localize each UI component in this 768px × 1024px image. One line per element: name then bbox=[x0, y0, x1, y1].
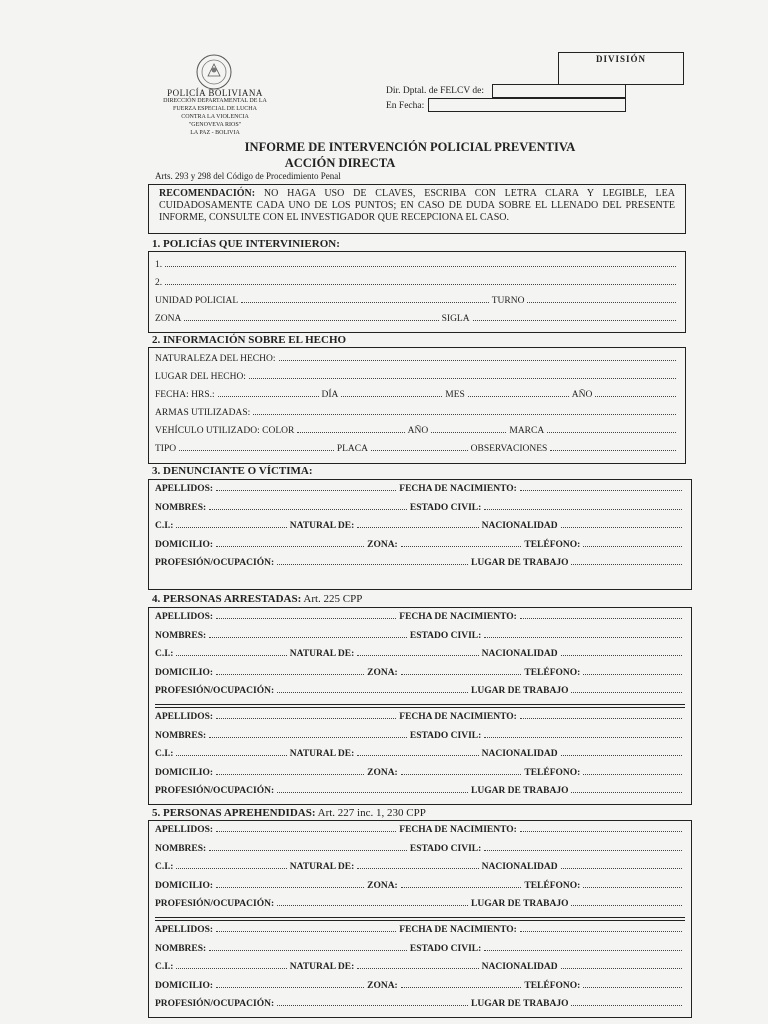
apellidos-label: APELLIDOS: bbox=[155, 925, 214, 935]
ci-label: C.I.: bbox=[155, 521, 174, 531]
person-row-nombres[interactable] bbox=[155, 731, 685, 741]
org-line-5: "GENOVEVA RIOS" bbox=[188, 122, 242, 128]
person-row-apellidos[interactable] bbox=[155, 612, 685, 622]
person-row-profesion[interactable] bbox=[155, 999, 685, 1009]
person-row-ci[interactable] bbox=[155, 521, 685, 531]
sigla-label: SIGLA bbox=[441, 314, 470, 324]
recommendation-box bbox=[148, 184, 686, 234]
section4-title-text: 4. PERSONAS ARRESTADAS: bbox=[152, 593, 302, 605]
telefono-label: TELÉFONO: bbox=[524, 767, 581, 778]
person-row-domicilio[interactable] bbox=[155, 668, 685, 678]
person-row-domicilio[interactable] bbox=[155, 768, 685, 778]
zona-label: ZONA: bbox=[367, 767, 398, 778]
org-line-2: DIRECCIÓN DEPARTAMENTAL DE LA bbox=[163, 98, 267, 104]
recommendation-text: NO HAGA USO DE CLAVES, ESCRIBA CON LETRA CLARA Y LEGIBLE, LEA CUIDADOSAMENTE CADA UNO DE LOS PUNTOS; EN CASO DE DUDA SOBRE EL LLENADO DEL PRESENTE INFORME, CONSULTE CON EL INVESTIGADOR QUE RECEPCIONA EL CASO. bbox=[159, 188, 675, 223]
section4-separator bbox=[155, 704, 685, 705]
fecha-nac-label: FECHA DE NACIMIENTO: bbox=[399, 612, 517, 622]
fecha-nac-label: FECHA DE NACIMIENTO: bbox=[399, 712, 517, 722]
domicilio-label: DOMICILIO: bbox=[155, 980, 214, 991]
apellidos-label: APELLIDOS: bbox=[155, 712, 214, 722]
section4-box bbox=[148, 607, 692, 805]
person-row-domicilio[interactable] bbox=[155, 881, 685, 891]
vehiculo-row[interactable] bbox=[155, 426, 679, 436]
police-1-row[interactable] bbox=[155, 260, 679, 270]
fecha-input[interactable] bbox=[428, 98, 626, 112]
domicilio-label: DOMICILIO: bbox=[155, 667, 214, 678]
section5-separator bbox=[155, 917, 685, 918]
mes-label: MES bbox=[445, 390, 465, 400]
person-row-apellidos[interactable] bbox=[155, 825, 685, 835]
recommendation-label: RECOMENDACIÓN: bbox=[159, 188, 256, 199]
nombres-label: NOMBRES: bbox=[155, 843, 207, 854]
lugar-trabajo-label: LUGAR DE TRABAJO bbox=[471, 558, 569, 568]
person-row-ci[interactable] bbox=[155, 749, 685, 759]
natural-label: NATURAL DE: bbox=[289, 649, 355, 659]
person-row-profesion[interactable] bbox=[155, 899, 685, 909]
lugar-trabajo-label: LUGAR DE TRABAJO bbox=[471, 999, 569, 1009]
nacionalidad-label: NACIONALIDAD bbox=[481, 649, 558, 659]
placa-label: PLACA bbox=[336, 444, 368, 454]
observaciones-label: OBSERVACIONES bbox=[470, 444, 548, 454]
section5-separator-2 bbox=[155, 920, 685, 921]
ci-label: C.I.: bbox=[155, 649, 174, 659]
person-row-domicilio[interactable] bbox=[155, 540, 685, 550]
section1-box bbox=[148, 251, 686, 333]
unidad-label: UNIDAD POLICIAL bbox=[155, 296, 239, 306]
person-row-domicilio[interactable] bbox=[155, 981, 685, 991]
person-row-nombres[interactable] bbox=[155, 844, 685, 854]
profesion-label: PROFESIÓN/OCUPACIÓN: bbox=[155, 899, 275, 909]
section5-art: Art. 227 inc. 1, 230 CPP bbox=[315, 807, 426, 819]
lugar-label: LUGAR DEL HECHO: bbox=[155, 372, 246, 382]
anio-label: AÑO bbox=[571, 390, 593, 400]
section5-title-text: 5. PERSONAS APREHENDIDAS: bbox=[152, 807, 316, 819]
estado-civil-label: ESTADO CIVIL: bbox=[409, 843, 482, 854]
fecha-row[interactable] bbox=[155, 390, 679, 400]
fecha-label: En Fecha: bbox=[386, 101, 425, 111]
nombres-label: NOMBRES: bbox=[155, 730, 207, 741]
dir-label: Dir. Dptal. de FELCV de: bbox=[386, 86, 484, 96]
fecha-hrs-label: FECHA: HRS.: bbox=[155, 390, 215, 400]
telefono-label: TELÉFONO: bbox=[524, 880, 581, 891]
person-row-profesion[interactable] bbox=[155, 686, 685, 696]
natural-label: NATURAL DE: bbox=[289, 962, 355, 972]
lugar-trabajo-label: LUGAR DE TRABAJO bbox=[471, 686, 569, 696]
person-row-profesion[interactable] bbox=[155, 786, 685, 796]
org-line-4: CONTRA LA VIOLENCIA bbox=[181, 114, 249, 120]
police-2-row[interactable] bbox=[155, 278, 679, 288]
person-row-profesion[interactable] bbox=[155, 558, 685, 568]
zona-label: ZONA: bbox=[367, 667, 398, 678]
domicilio-label: DOMICILIO: bbox=[155, 539, 214, 550]
estado-civil-label: ESTADO CIVIL: bbox=[409, 943, 482, 954]
zona-row[interactable] bbox=[155, 314, 679, 324]
natural-label: NATURAL DE: bbox=[289, 521, 355, 531]
section3-box bbox=[148, 479, 692, 590]
org-line-1: POLICÍA BOLIVIANA bbox=[167, 88, 263, 98]
person-row-apellidos[interactable] bbox=[155, 484, 685, 494]
nacionalidad-label: NACIONALIDAD bbox=[481, 521, 558, 531]
section5-title bbox=[152, 807, 426, 819]
lugar-trabajo-label: LUGAR DE TRABAJO bbox=[471, 899, 569, 909]
form-subtitle: ACCIÓN DIRECTA bbox=[284, 156, 396, 170]
unidad-row[interactable] bbox=[155, 296, 679, 306]
section2-box bbox=[148, 347, 686, 464]
telefono-label: TELÉFONO: bbox=[524, 667, 581, 678]
police-seal-icon bbox=[192, 52, 236, 92]
dir-input[interactable] bbox=[492, 84, 626, 98]
person-row-apellidos[interactable] bbox=[155, 925, 685, 935]
nacionalidad-label: NACIONALIDAD bbox=[481, 749, 558, 759]
police-1-num: 1. bbox=[155, 260, 163, 270]
fecha-nac-label: FECHA DE NACIMIENTO: bbox=[399, 484, 517, 494]
profesion-label: PROFESIÓN/OCUPACIÓN: bbox=[155, 786, 275, 796]
lugar-trabajo-label: LUGAR DE TRABAJO bbox=[471, 786, 569, 796]
nombres-label: NOMBRES: bbox=[155, 943, 207, 954]
ci-label: C.I.: bbox=[155, 962, 174, 972]
nacionalidad-label: NACIONALIDAD bbox=[481, 862, 558, 872]
legal-articles: Arts. 293 y 298 del Código de Procedimiento Penal bbox=[155, 171, 341, 181]
tipo-row[interactable] bbox=[155, 444, 679, 454]
armas-row[interactable] bbox=[155, 408, 679, 418]
section4-separator-2 bbox=[155, 707, 685, 708]
section4-art: Art. 225 CPP bbox=[301, 593, 363, 605]
zona-label: ZONA bbox=[155, 314, 182, 324]
natural-label: NATURAL DE: bbox=[289, 862, 355, 872]
estado-civil-label: ESTADO CIVIL: bbox=[409, 502, 482, 513]
naturaleza-row[interactable] bbox=[155, 354, 679, 364]
estado-civil-label: ESTADO CIVIL: bbox=[409, 730, 482, 741]
nacionalidad-label: NACIONALIDAD bbox=[481, 962, 558, 972]
apellidos-label: APELLIDOS: bbox=[155, 484, 214, 494]
natural-label: NATURAL DE: bbox=[289, 749, 355, 759]
telefono-label: TELÉFONO: bbox=[524, 980, 581, 991]
apellidos-label: APELLIDOS: bbox=[155, 825, 214, 835]
vehiculo-label: VEHÍCULO UTILIZADO: COLOR bbox=[155, 426, 295, 436]
section4-title bbox=[152, 593, 362, 605]
person-row-nombres[interactable] bbox=[155, 631, 685, 641]
org-block bbox=[150, 89, 280, 137]
org-line-3: FUERZA ESPECIAL DE LUCHA bbox=[173, 106, 257, 112]
fecha-nac-label: FECHA DE NACIMIENTO: bbox=[399, 825, 517, 835]
person-row-ci[interactable] bbox=[155, 862, 685, 872]
police-2-num: 2. bbox=[155, 278, 163, 288]
vehiculo-anio-label: AÑO bbox=[407, 426, 429, 436]
section3-title: 3. DENUNCIANTE O VÍCTIMA: bbox=[152, 465, 313, 477]
org-line-6: LA PAZ - BOLIVIA bbox=[190, 130, 240, 136]
dia-label: DÍA bbox=[321, 390, 339, 400]
ci-label: C.I.: bbox=[155, 749, 174, 759]
fecha-nac-label: FECHA DE NACIMIENTO: bbox=[399, 925, 517, 935]
profesion-label: PROFESIÓN/OCUPACIÓN: bbox=[155, 999, 275, 1009]
estado-civil-label: ESTADO CIVIL: bbox=[409, 630, 482, 641]
division-label: DIVISIÓN bbox=[595, 54, 646, 64]
person-row-ci[interactable] bbox=[155, 649, 685, 659]
person-row-apellidos[interactable] bbox=[155, 712, 685, 722]
section1-title: 1. POLICÍAS QUE INTERVINIERON: bbox=[152, 238, 340, 250]
section5-box bbox=[148, 820, 692, 1018]
turno-label: TURNO bbox=[491, 296, 525, 306]
form-title: INFORME DE INTERVENCIÓN POLICIAL PREVENTIVA bbox=[244, 140, 576, 154]
zona-label: ZONA: bbox=[367, 880, 398, 891]
section2-title: 2. INFORMACIÓN SOBRE EL HECHO bbox=[152, 334, 347, 346]
person-row-nombres[interactable] bbox=[155, 503, 685, 513]
domicilio-label: DOMICILIO: bbox=[155, 767, 214, 778]
naturaleza-label: NATURALEZA DEL HECHO: bbox=[155, 354, 276, 364]
tipo-label: TIPO bbox=[155, 444, 177, 454]
person-row-ci[interactable] bbox=[155, 962, 685, 972]
lugar-row[interactable] bbox=[155, 372, 679, 382]
division-box[interactable] bbox=[558, 52, 684, 85]
zona-label: ZONA: bbox=[367, 539, 398, 550]
profesion-label: PROFESIÓN/OCUPACIÓN: bbox=[155, 686, 275, 696]
armas-label: ARMAS UTILIZADAS: bbox=[155, 408, 251, 418]
apellidos-label: APELLIDOS: bbox=[155, 612, 214, 622]
domicilio-label: DOMICILIO: bbox=[155, 880, 214, 891]
nombres-label: NOMBRES: bbox=[155, 630, 207, 641]
zona-label: ZONA: bbox=[367, 980, 398, 991]
profesion-label: PROFESIÓN/OCUPACIÓN: bbox=[155, 558, 275, 568]
marca-label: MARCA bbox=[509, 426, 545, 436]
ci-label: C.I.: bbox=[155, 862, 174, 872]
person-row-nombres[interactable] bbox=[155, 944, 685, 954]
telefono-label: TELÉFONO: bbox=[524, 539, 581, 550]
nombres-label: NOMBRES: bbox=[155, 502, 207, 513]
